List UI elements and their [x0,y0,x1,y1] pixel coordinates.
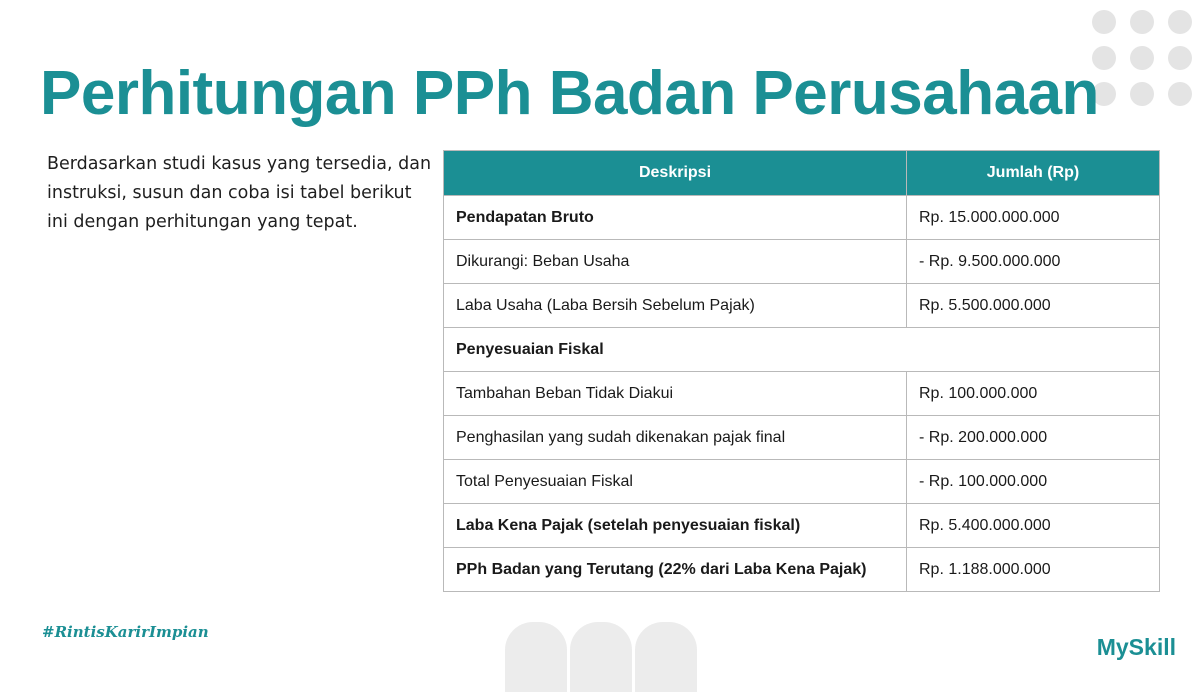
brand-logo: MySkill [1096,634,1176,660]
row-description: PPh Badan yang Terutang (22% dari Laba Kena Pajak) [444,548,907,592]
table-row [444,460,1160,504]
table-header-row [444,151,1160,196]
row-description: Pendapatan Bruto [444,196,907,240]
row-amount: Rp. 1.188.000.000 [907,548,1160,592]
row-description: Penyesuaian Fiskal [444,328,1160,372]
table-row [444,328,1160,372]
table-row [444,504,1160,548]
table-row [444,196,1160,240]
header-deskripsi: Deskripsi [444,151,907,196]
row-description: Laba Kena Pajak (setelah penyesuaian fiskal) [444,504,907,548]
header-jumlah: Jumlah (Rp) [907,151,1160,196]
decorative-shape [505,622,567,692]
row-amount: Rp. 15.000.000.000 [907,196,1160,240]
page-title: Perhitungan PPh Badan Perusahaan [40,59,1099,128]
row-description: Laba Usaha (Laba Bersih Sebelum Pajak) [444,284,907,328]
decorative-shape [635,622,697,692]
row-amount: - Rp. 100.000.000 [907,460,1160,504]
table-row [444,548,1160,592]
intro-text: Berdasarkan studi kasus yang tersedia, dan instruksi, susun dan coba isi tabel berikut ini dengan perhitungan yang tepat. [47,154,432,232]
row-amount: Rp. 100.000.000 [907,372,1160,416]
table-row [444,372,1160,416]
tax-calculation-table [443,150,1160,592]
row-description: Penghasilan yang sudah dikenakan pajak final [444,416,907,460]
row-amount: Rp. 5.500.000.000 [907,284,1160,328]
table-row [444,284,1160,328]
decorative-shape [570,622,632,692]
row-amount: - Rp. 200.000.000 [907,416,1160,460]
table-row [444,240,1160,284]
row-amount: Rp. 5.400.000.000 [907,504,1160,548]
hashtag: #RintisKarirImpian [42,623,209,641]
table-row [444,416,1160,460]
row-description: Total Penyesuaian Fiskal [444,460,907,504]
row-description: Dikurangi: Beban Usaha [444,240,907,284]
row-description: Tambahan Beban Tidak Diakui [444,372,907,416]
row-amount: - Rp. 9.500.000.000 [907,240,1160,284]
